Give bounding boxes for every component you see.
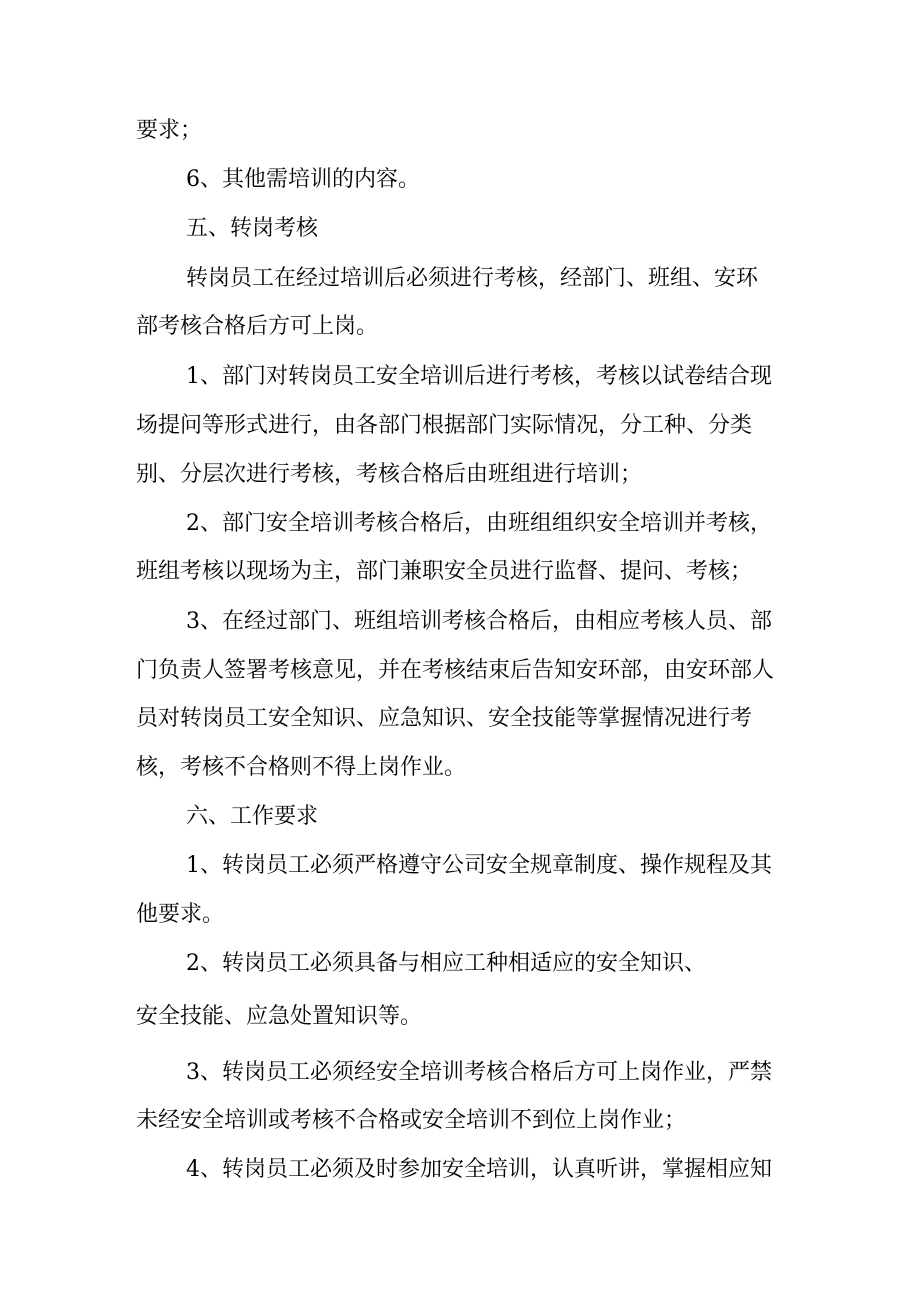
list-item-line: 安全技能、应急处置知识等。	[136, 1004, 423, 1029]
list-item-line: 门负责人签署考核意见，并在考核结束后告知安环部，由安环部人	[136, 658, 775, 683]
list-item-line: 他要求。	[136, 902, 225, 927]
list-item-line: 员对转岗员工安全知识、应急知识、安全技能等掌握情况进行考	[136, 706, 753, 731]
text-line-continuation: 要求；	[136, 118, 203, 143]
list-item-line: 场提问等形式进行，由各部门根据部门实际情况，分工种、分类	[136, 413, 753, 438]
section-heading-transfer-assessment: 五、转岗考核	[186, 216, 319, 241]
list-item-line: 别、分层次进行考核，考核合格后由班组进行培训；	[136, 462, 643, 487]
list-item-line: 核，考核不合格则不得上岗作业。	[136, 755, 467, 780]
list-item-line: 1、部门对转岗员工安全培训后进行考核，考核以试卷结合现	[186, 364, 772, 389]
paragraph-line: 部考核合格后方可上岗。	[136, 314, 379, 339]
section-heading-work-requirements: 六、工作要求	[186, 804, 319, 829]
list-item-line: 3、在经过部门、班组培训考核合格后，由相应考核人员、部	[186, 609, 772, 634]
list-item-other-training: 6、其他需培训的内容。	[186, 167, 420, 192]
paragraph-line: 转岗员工在经过培训后必须进行考核，经部门、班组、安环	[186, 266, 759, 291]
list-item-line: 1、转岗员工必须严格遵守公司安全规章制度、操作规程及其	[186, 853, 772, 878]
list-item-line: 班组考核以现场为主，部门兼职安全员进行监督、提问、考核；	[136, 559, 753, 584]
list-item-line: 4、转岗员工必须及时参加安全培训，认真听讲，掌握相应知	[186, 1157, 772, 1182]
list-item-line: 2、转岗员工必须具备与相应工种相适应的安全知识、	[186, 951, 706, 976]
list-item-line: 未经安全培训或考核不合格或安全培训不到位上岗作业；	[136, 1108, 687, 1133]
list-item-line: 3、转岗员工必须经安全培训考核合格后方可上岗作业，严禁	[186, 1060, 772, 1085]
list-item-line: 2、部门安全培训考核合格后，由班组组织安全培训并考核，	[186, 511, 772, 536]
